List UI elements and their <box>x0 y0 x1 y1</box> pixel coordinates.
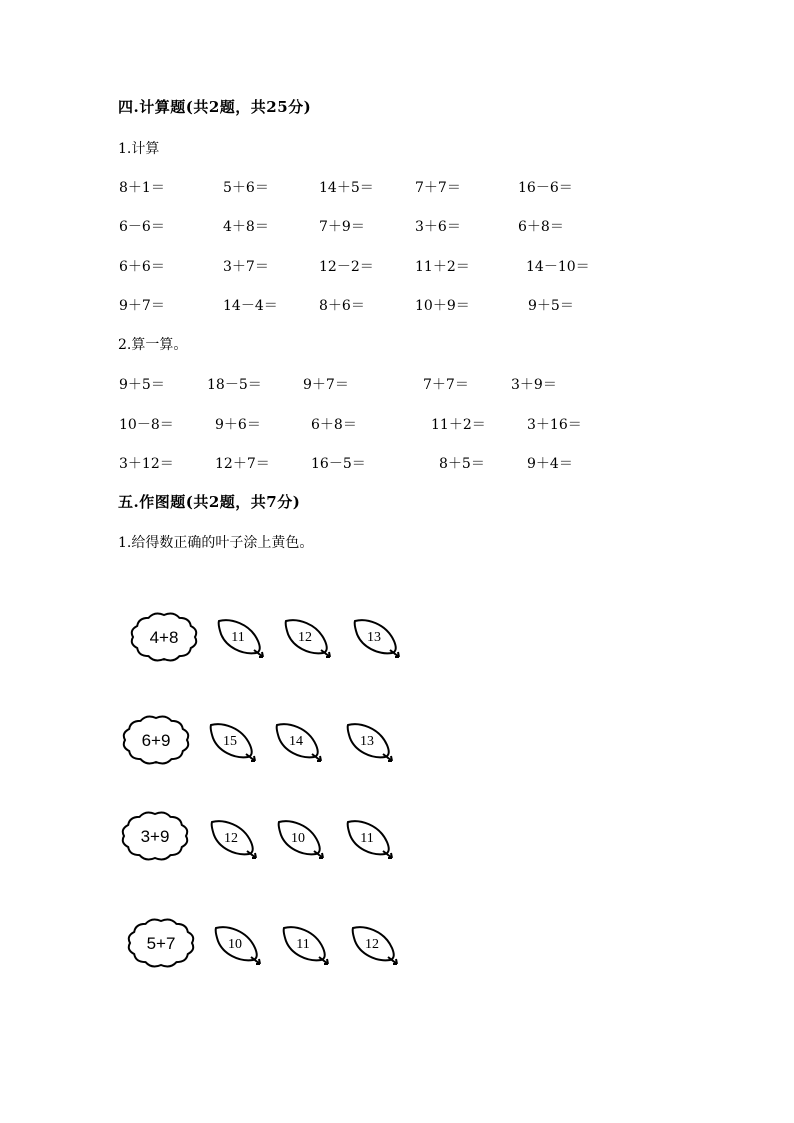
equation: 14－4＝ <box>223 298 278 314</box>
question-1-label: 1.计算 <box>118 141 160 157</box>
leaf-number: 10 <box>228 937 242 952</box>
equation: 4＋8＝ <box>223 219 269 235</box>
answer-leaf[interactable] <box>350 924 402 966</box>
equation: 16－5＝ <box>311 456 366 472</box>
equation: 10－8＝ <box>119 417 174 433</box>
answer-leaf[interactable] <box>345 818 397 860</box>
equation: 14－10＝ <box>526 259 590 275</box>
equation: 7＋7＝ <box>423 377 469 393</box>
answer-leaf[interactable] <box>213 924 265 966</box>
leaf-icon <box>345 721 397 763</box>
equation: 11＋2＝ <box>415 259 470 275</box>
equation: 12＋7＝ <box>215 456 270 472</box>
leaf-icon <box>208 721 260 763</box>
equation: 8＋5＝ <box>439 456 485 472</box>
expression-cloud <box>127 918 195 968</box>
equation: 7＋9＝ <box>319 219 365 235</box>
section-4-title: 四.计算题(共2题，共25分) <box>118 98 312 116</box>
leaf-icon <box>345 818 397 860</box>
leaf-number: 13 <box>360 734 374 749</box>
equation: 9＋7＝ <box>303 377 349 393</box>
leaf-icon <box>352 617 404 659</box>
equation: 3＋7＝ <box>223 259 269 275</box>
equation: 9＋4＝ <box>527 456 573 472</box>
equation: 9＋5＝ <box>528 298 574 314</box>
leaf-number: 13 <box>367 630 381 645</box>
equation: 7＋7＝ <box>415 180 461 196</box>
equation: 9＋5＝ <box>119 377 165 393</box>
leaf-number: 12 <box>224 831 238 846</box>
equation: 3＋6＝ <box>415 219 461 235</box>
expression-cloud <box>121 811 189 861</box>
expression-cloud <box>122 715 190 765</box>
cloud-expression: 5+7 <box>146 934 176 953</box>
equation: 14＋5＝ <box>319 180 374 196</box>
answer-leaf[interactable] <box>274 721 326 763</box>
answer-leaf[interactable] <box>209 818 261 860</box>
leaf-number: 15 <box>223 734 237 749</box>
equation: 3＋16＝ <box>527 417 582 433</box>
answer-leaf[interactable] <box>216 617 268 659</box>
equation: 12－2＝ <box>319 259 374 275</box>
leaf-icon <box>213 924 265 966</box>
leaf-icon <box>350 924 402 966</box>
equation: 9＋6＝ <box>215 417 261 433</box>
section-5-title: 五.作图题(共2题，共7分) <box>118 493 301 511</box>
answer-leaf[interactable] <box>276 818 328 860</box>
equation: 6－6＝ <box>119 219 165 235</box>
expression-cloud <box>130 612 198 662</box>
cloud-expression: 4+8 <box>149 628 179 647</box>
cloud-expression: 3+9 <box>140 827 170 846</box>
equation: 8＋6＝ <box>319 298 365 314</box>
equation: 8＋1＝ <box>119 180 165 196</box>
leaf-icon <box>274 721 326 763</box>
answer-leaf[interactable] <box>283 617 335 659</box>
equation: 3＋9＝ <box>511 377 557 393</box>
cloud-shape <box>127 918 195 968</box>
equation: 6＋8＝ <box>311 417 357 433</box>
equation: 9＋7＝ <box>119 298 165 314</box>
equation: 5＋6＝ <box>223 180 269 196</box>
answer-leaf[interactable] <box>208 721 260 763</box>
leaf-icon <box>281 924 333 966</box>
leaf-icon <box>283 617 335 659</box>
leaf-number: 14 <box>289 734 303 749</box>
leaf-number: 11 <box>296 937 310 952</box>
equation: 16－6＝ <box>518 180 573 196</box>
cloud-shape <box>130 612 198 662</box>
leaf-icon <box>276 818 328 860</box>
answer-leaf[interactable] <box>345 721 397 763</box>
leaf-number: 11 <box>231 630 245 645</box>
equation: 18－5＝ <box>207 377 262 393</box>
equation: 6＋8＝ <box>518 219 564 235</box>
leaf-icon <box>209 818 261 860</box>
leaf-number: 12 <box>298 630 312 645</box>
answer-leaf[interactable] <box>281 924 333 966</box>
question-2-label: 2.算一算。 <box>118 337 188 353</box>
cloud-shape <box>122 715 190 765</box>
equation: 6＋6＝ <box>119 259 165 275</box>
answer-leaf[interactable] <box>352 617 404 659</box>
cloud-expression: 6+9 <box>141 731 171 750</box>
leaf-icon <box>216 617 268 659</box>
cloud-shape <box>121 811 189 861</box>
drawing-question-label: 1.给得数正确的叶子涂上黄色。 <box>118 535 314 551</box>
leaf-number: 10 <box>291 831 305 846</box>
leaf-number: 12 <box>365 937 379 952</box>
equation: 11＋2＝ <box>431 417 486 433</box>
equation: 3＋12＝ <box>119 456 174 472</box>
equation: 10＋9＝ <box>415 298 470 314</box>
leaf-number: 11 <box>360 831 374 846</box>
